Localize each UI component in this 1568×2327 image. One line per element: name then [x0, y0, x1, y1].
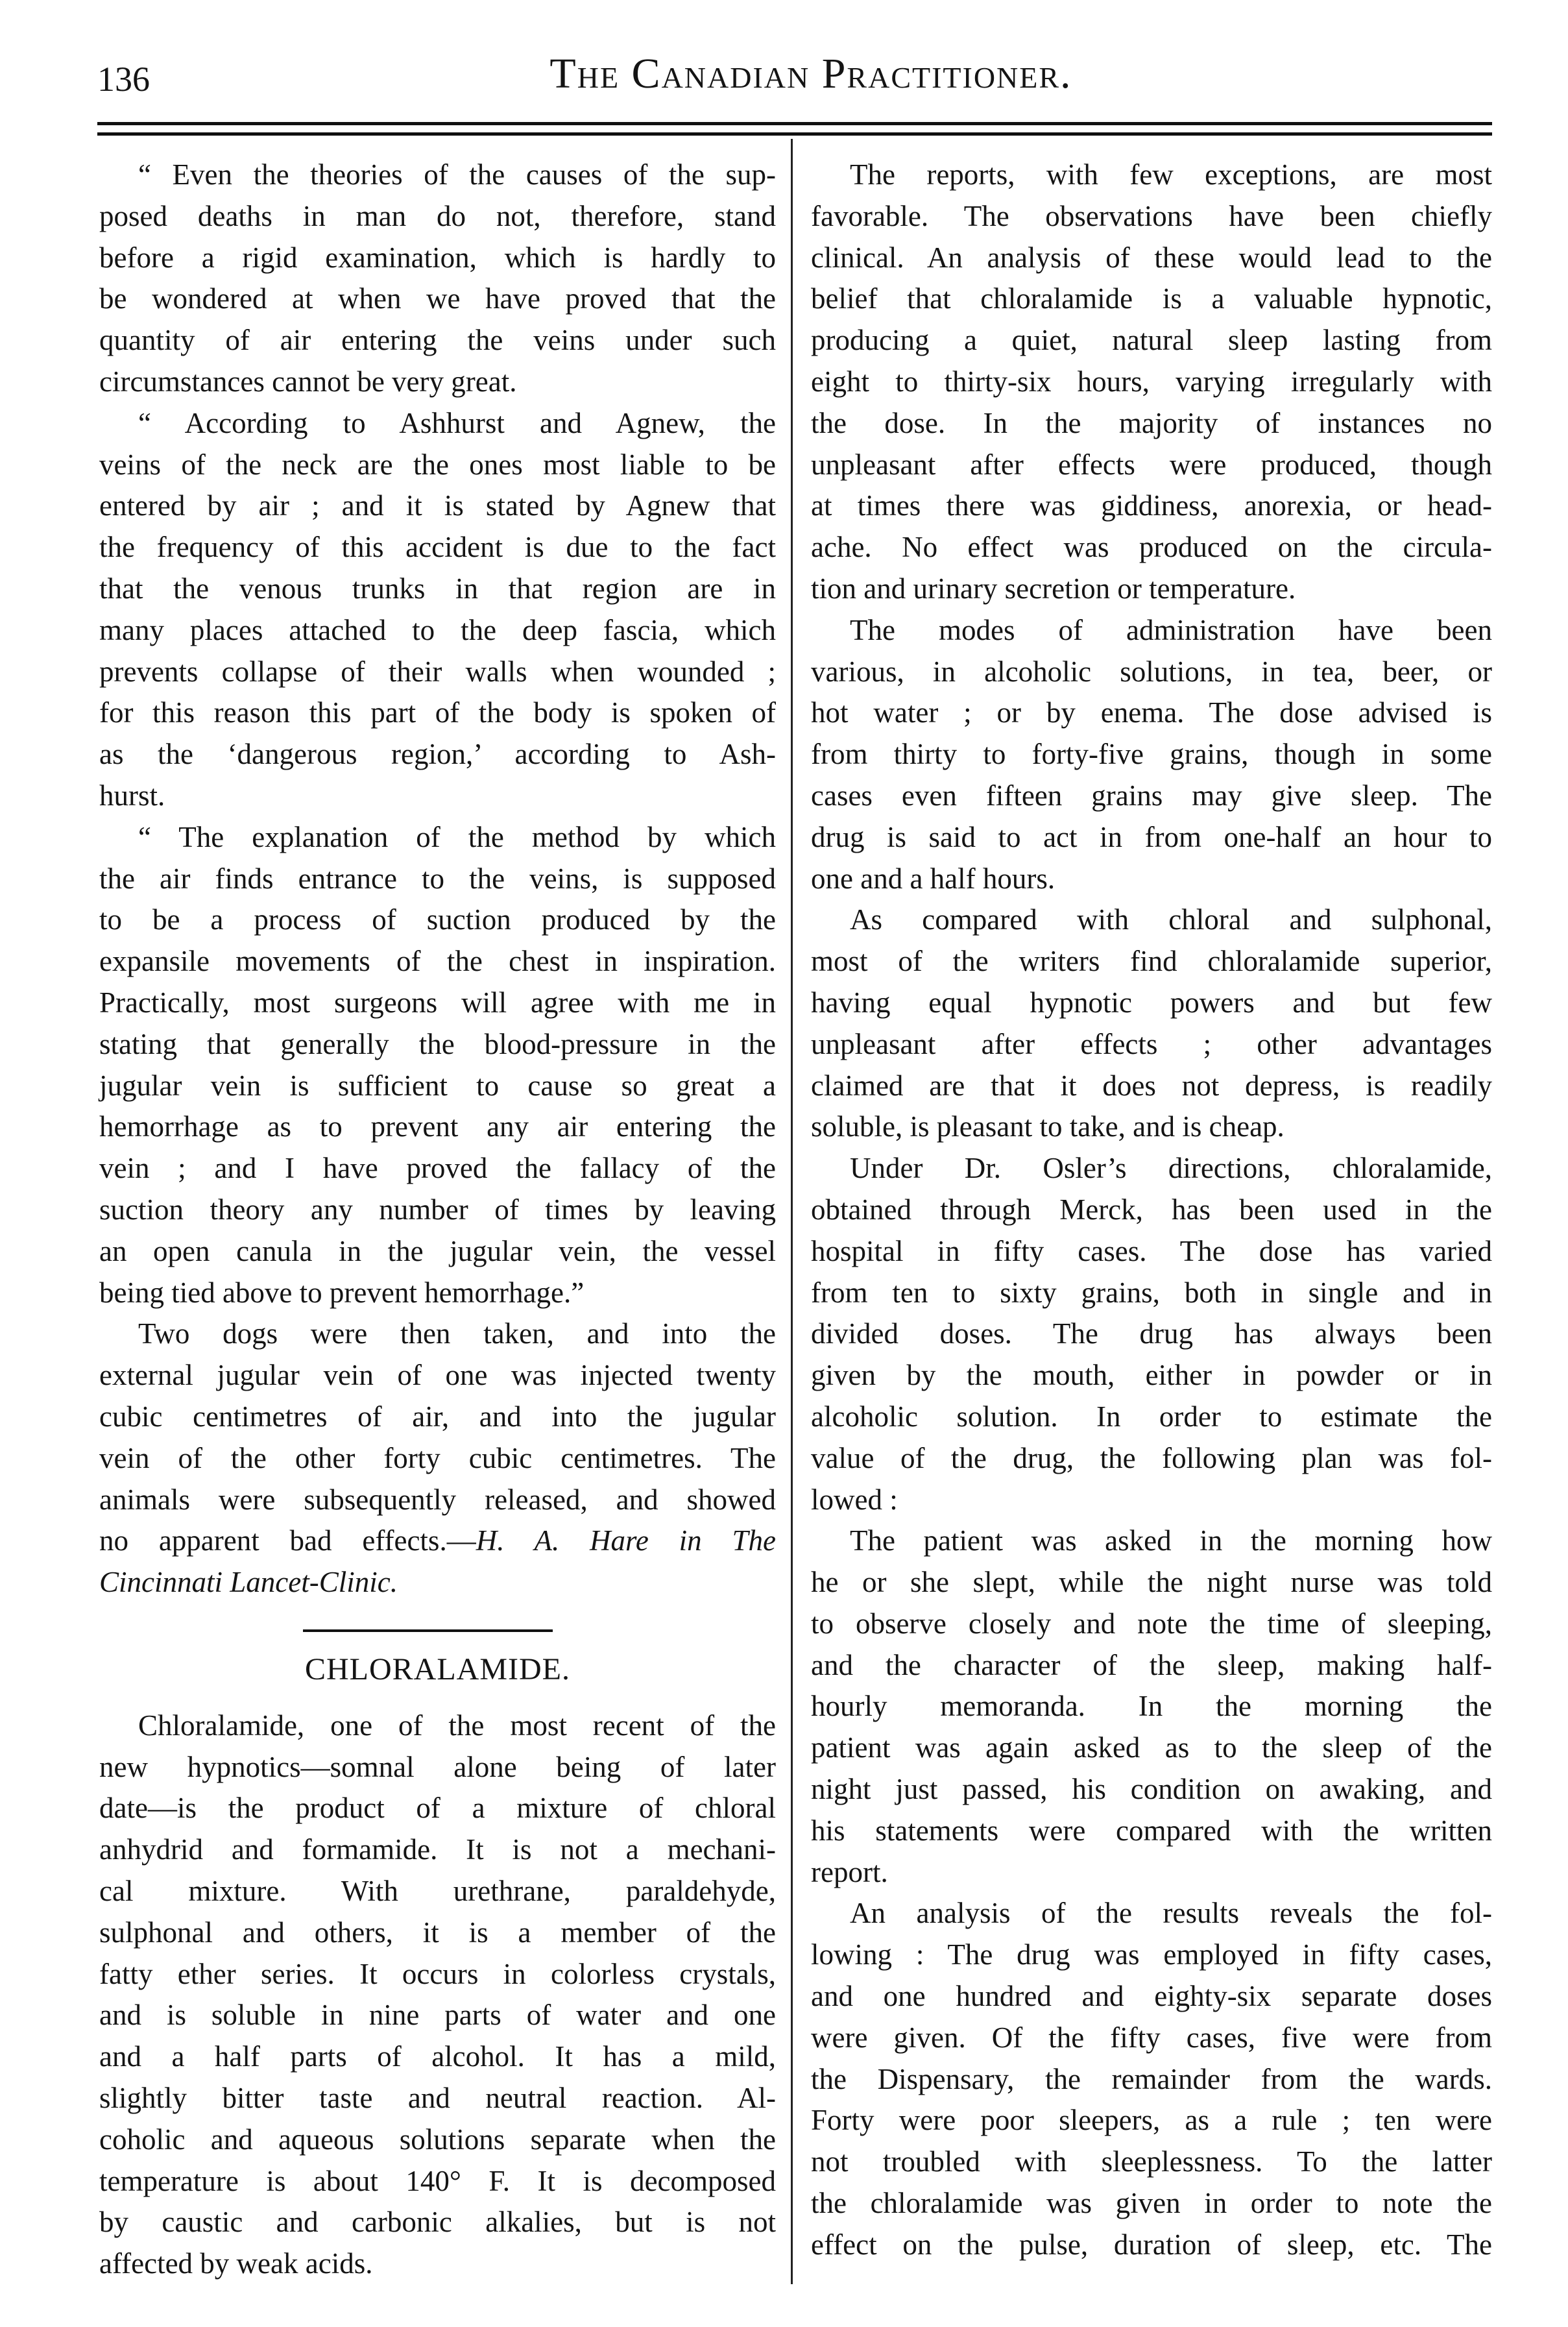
text-line: anhydrid and formamide. It is not a mechani- — [99, 1833, 776, 1866]
right-column — [811, 154, 1492, 2266]
paragraph — [811, 1148, 1492, 1520]
text-line: most of the writers find chloralamide superior, — [811, 945, 1492, 978]
text-line: As compared with chloral and sulphonal, — [850, 903, 1492, 936]
text-line: from ten to sixty grains, both in single and in — [811, 1276, 1492, 1309]
text-line: stating that generally the blood-pressure in the — [99, 1027, 776, 1060]
text-line: Under Dr. Osler’s directions, chloralamide, — [850, 1152, 1492, 1185]
text-line: sulphonal and others, it is a member of the — [99, 1916, 776, 1949]
text-line: lowed : — [811, 1483, 898, 1516]
text-line: and one hundred and eighty-six separate doses — [811, 1980, 1492, 2013]
column-divider — [791, 139, 793, 2284]
paragraph — [811, 610, 1492, 900]
text-line: alcoholic solution. In order to estimate the — [811, 1400, 1492, 1433]
page-number: 136 — [97, 60, 150, 99]
text-line: hot water ; or by enema. The dose advised is — [811, 696, 1492, 729]
text-line: his statements were compared with the written — [811, 1814, 1492, 1847]
closing-text: no apparent bad effects.— — [99, 1524, 476, 1557]
text-line: being tied above to prevent hemorrhage.” — [99, 1276, 585, 1309]
text-line: claimed are that it does not depress, is readily — [811, 1069, 1492, 1102]
text-line: as the ‘dangerous region,’ according to Ash- — [99, 738, 776, 771]
paragraph — [811, 1893, 1492, 2265]
text-line: hourly memoranda. In the morning the — [811, 1690, 1492, 1723]
text-line: Two dogs were then taken, and into the — [138, 1317, 776, 1350]
text-line: jugular vein is sufficient to cause so great a — [99, 1069, 776, 1102]
text-line: posed deaths in man do not, therefore, stand — [99, 199, 776, 232]
text-line: effect on the pulse, duration of sleep, etc. The — [811, 2228, 1492, 2261]
text-line: temperature is about 140° F. It is decomposed — [99, 2164, 776, 2197]
paragraph — [99, 817, 776, 1314]
text-line: the frequency of this accident is due to the fact — [99, 531, 776, 564]
text-line: hospital in fifty cases. The dose has varied — [811, 1234, 1492, 1267]
text-line: An analysis of the results reveals the fol- — [850, 1897, 1492, 1930]
text-line: various, in alcoholic solutions, in tea, beer, or — [811, 655, 1492, 688]
text-line: eight to thirty-six hours, varying irregularly with — [811, 365, 1492, 398]
text-line: The modes of administration have been — [850, 613, 1492, 646]
text-line: hemorrhage as to prevent any air entering the — [99, 1110, 776, 1143]
text-line: new hypnotics—somnal alone being of later — [99, 1750, 776, 1783]
text-line: soluble, is pleasant to take, and is cheap. — [811, 1110, 1285, 1143]
text-line: unpleasant after effects ; other advantages — [811, 1027, 1492, 1060]
text-line: cases even fifteen grains may give sleep. The — [811, 779, 1492, 812]
text-line: patient was again asked as to the sleep of the — [811, 1731, 1492, 1764]
header-rule-top — [97, 122, 1492, 125]
text-line: given by the mouth, either in powder or in — [811, 1359, 1492, 1392]
text-line: animals were subsequently released, and showed — [99, 1483, 776, 1516]
text-line: The reports, with few exceptions, are most — [850, 158, 1492, 191]
text-line: Practically, most surgeons will agree with me in — [99, 986, 776, 1019]
text-line: “ According to Ashhurst and Agnew, the — [138, 406, 776, 439]
text-line: clinical. An analysis of these would lead to the — [811, 241, 1492, 274]
header-rule-bottom — [97, 132, 1492, 136]
text-line: fatty ether series. It occurs in colorless crystals, — [99, 1957, 776, 1990]
text-line: slightly bitter taste and neutral reaction. Al- — [99, 2082, 776, 2115]
text-line: before a rigid examination, which is hardly to — [99, 241, 776, 274]
text-line: from thirty to forty-five grains, though in some — [811, 738, 1492, 771]
text-line: were given. Of the fifty cases, five were from — [811, 2021, 1492, 2054]
text-line: affected by weak acids. — [99, 2247, 373, 2280]
text-line: prevents collapse of their walls when wounded ; — [99, 655, 776, 688]
text-line: having equal hypnotic powers and but few — [811, 986, 1492, 1019]
text-line: favorable. The observations have been chiefly — [811, 199, 1492, 232]
text-line: the chloralamide was given in order to note the — [811, 2187, 1492, 2220]
text-line: obtained through Merck, has been used in the — [811, 1193, 1492, 1226]
text-line: veins of the neck are the ones most liable to be — [99, 448, 776, 481]
paragraph — [99, 1313, 776, 1603]
text-line: belief that chloralamide is a valuable hypnotic, — [811, 282, 1492, 315]
text-line: cal mixture. With urethrane, paraldehyde, — [99, 1875, 776, 1908]
text-line: expansile movements of the chest in inspiration. — [99, 945, 776, 978]
text-line: external jugular vein of one was injected twenty — [99, 1359, 776, 1392]
text-line: and is soluble in nine parts of water and one — [99, 1999, 776, 2032]
text-line: report. — [811, 1855, 888, 1888]
text-line: entered by air ; and it is stated by Agnew that — [99, 489, 776, 522]
text-line: tion and urinary secretion or temperature. — [811, 572, 1296, 605]
section-heading: CHLORALAMIDE. — [305, 1651, 570, 1687]
text-line: circumstances cannot be very great. — [99, 365, 517, 398]
text-line: the air finds entrance to the veins, is supposed — [99, 862, 776, 895]
text-line: date—is the product of a mixture of chloral — [99, 1792, 776, 1825]
citation-line — [99, 1520, 776, 1562]
text-line: that the venous trunks in that region are in — [99, 572, 776, 605]
paragraph — [811, 154, 1492, 610]
section-divider-rule — [303, 1629, 553, 1632]
text-line: for this reason this part of the body is spoken of — [99, 696, 776, 729]
citation-source: H. A. Hare in The — [476, 1524, 776, 1557]
text-line: night just passed, his condition on awaking, and — [811, 1773, 1492, 1806]
text-line: unpleasant after effects were produced, though — [811, 448, 1492, 481]
text-line: The patient was asked in the morning how — [850, 1524, 1492, 1557]
text-line: one and a half hours. — [811, 862, 1055, 895]
text-line: be wondered at when we have proved that the — [99, 282, 776, 315]
text-line: an open canula in the jugular vein, the vessel — [99, 1234, 776, 1267]
text-line: divided doses. The drug has always been — [811, 1317, 1492, 1350]
text-line: suction theory any number of times by leaving — [99, 1193, 776, 1226]
citation-source-continued: Cincinnati Lancet-Clinic. — [99, 1566, 398, 1599]
text-line: Chloralamide, one of the most recent of the — [138, 1709, 776, 1742]
paragraph — [811, 899, 1492, 1148]
text-line: vein of the other forty cubic centimetres. The — [99, 1441, 776, 1474]
text-line: lowing : The drug was employed in fifty cases, — [811, 1938, 1492, 1971]
text-line: to be a process of suction produced by the — [99, 903, 776, 936]
text-line: and a half parts of alcohol. It has a mild, — [99, 2040, 776, 2073]
text-line: “ Even the theories of the causes of the sup- — [138, 158, 776, 191]
text-line: value of the drug, the following plan was fol- — [811, 1441, 1492, 1474]
text-line: producing a quiet, natural sleep lasting from — [811, 324, 1492, 357]
text-line: and the character of the sleep, making half- — [811, 1648, 1492, 1681]
text-line: vein ; and I have proved the fallacy of the — [99, 1152, 776, 1185]
text-line: hurst. — [99, 779, 165, 812]
text-line: to observe closely and note the time of sleeping, — [811, 1607, 1492, 1640]
text-line: many places attached to the deep fascia, which — [99, 613, 776, 646]
running-title: The Canadian Practitioner. — [549, 50, 1072, 97]
text-line: ache. No effect was produced on the circula- — [811, 531, 1492, 564]
text-line: “ The explanation of the method by which — [138, 820, 776, 853]
paragraph — [811, 1520, 1492, 1893]
left-column — [99, 154, 776, 2285]
text-line: at times there was giddiness, anorexia, or head- — [811, 489, 1492, 522]
text-line: cubic centimetres of air, and into the jugular — [99, 1400, 776, 1433]
paragraph — [99, 403, 776, 817]
text-line: by caustic and carbonic alkalies, but is not — [99, 2206, 776, 2239]
text-line: not troubled with sleeplessness. To the latter — [811, 2145, 1492, 2178]
text-line: Forty were poor sleepers, as a rule ; ten were — [811, 2104, 1492, 2137]
text-line: the dose. In the majority of instances no — [811, 406, 1492, 439]
text-line: drug is said to act in from one-half an hour to — [811, 820, 1492, 853]
text-line: he or she slept, while the night nurse was told — [811, 1566, 1492, 1599]
paragraph — [99, 154, 776, 403]
text-line: coholic and aqueous solutions separate when the — [99, 2123, 776, 2156]
paragraph — [99, 1705, 776, 2285]
text-line: the Dispensary, the remainder from the wards. — [811, 2062, 1492, 2095]
text-line: quantity of air entering the veins under such — [99, 324, 776, 357]
